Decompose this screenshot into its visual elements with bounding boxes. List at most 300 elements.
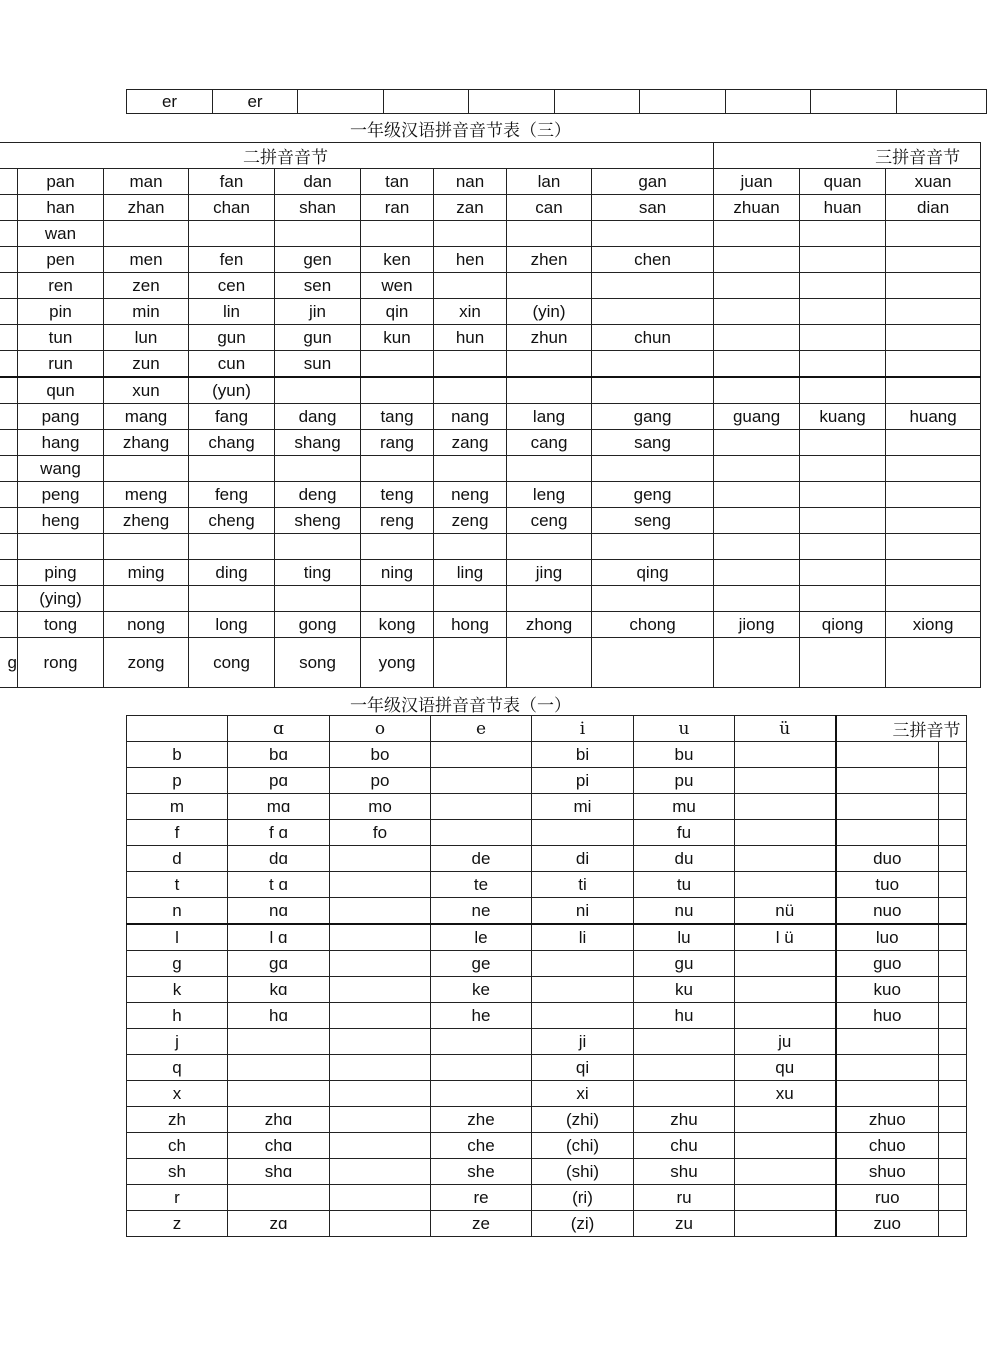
syllable-cell (330, 846, 431, 872)
syllable-cell: jiong (714, 612, 800, 638)
table-row (127, 1029, 967, 1055)
table-row (127, 742, 967, 768)
column-header (127, 716, 228, 742)
syllable-cell: lun (104, 325, 189, 351)
row-label-cell (0, 247, 18, 273)
syllable-cell (431, 1029, 532, 1055)
syllable-cell: can (507, 195, 592, 221)
syllable-cell: pen (18, 247, 104, 273)
syllable-cell (714, 247, 800, 273)
table-row (0, 377, 981, 404)
syllable-table-1 (126, 715, 967, 1237)
syllable-cell: ji (532, 1029, 634, 1055)
syllable-cell: zhang (104, 430, 189, 456)
table-row (127, 1185, 967, 1211)
syllable-cell (592, 299, 714, 325)
table-row (127, 1081, 967, 1107)
syllable-cell: hong (434, 612, 507, 638)
syllable-cell: cun (189, 351, 275, 378)
syllable-cell (431, 742, 532, 768)
syllable-cell: (zhi) (532, 1107, 634, 1133)
syllable-cell (555, 90, 640, 114)
table-row (127, 794, 967, 820)
syllable-cell: ming (104, 560, 189, 586)
syllable-cell (939, 1185, 967, 1211)
initial-cell: l (127, 924, 228, 951)
syllable-cell (434, 586, 507, 612)
syllable-cell (275, 534, 361, 560)
syllable-cell: seng (592, 508, 714, 534)
syllable-cell: peng (18, 482, 104, 508)
syllable-cell (714, 456, 800, 482)
initial-cell: q (127, 1055, 228, 1081)
table-row (127, 1107, 967, 1133)
syllable-cell (434, 377, 507, 404)
syllable-cell: lan (507, 169, 592, 195)
syllable-cell (836, 1055, 939, 1081)
syllable-cell: ge (431, 951, 532, 977)
syllable-cell: man (104, 169, 189, 195)
syllable-cell: hu (634, 1003, 735, 1029)
syllable-cell (735, 768, 836, 794)
syllable-cell: bi (532, 742, 634, 768)
syllable-cell: xun (104, 377, 189, 404)
syllable-cell (800, 534, 886, 560)
syllable-cell (714, 508, 800, 534)
syllable-cell: ran (361, 195, 434, 221)
syllable-cell: kuang (800, 404, 886, 430)
row-label-cell (0, 508, 18, 534)
syllable-cell: er (127, 90, 213, 114)
syllable-cell (897, 90, 987, 114)
row-label-cell (0, 534, 18, 560)
syllable-cell (434, 221, 507, 247)
syllable-cell (800, 247, 886, 273)
syllable-cell (431, 1081, 532, 1107)
syllable-cell: ning (361, 560, 434, 586)
syllable-cell (330, 977, 431, 1003)
syllable-cell (361, 456, 434, 482)
syllable-cell: she (431, 1159, 532, 1185)
syllable-cell: sheng (275, 508, 361, 534)
syllable-cell: (zi) (532, 1211, 634, 1237)
syllable-cell: (chi) (532, 1133, 634, 1159)
column-header: ü (735, 716, 836, 742)
row-label-cell (0, 560, 18, 586)
table-row (0, 247, 981, 273)
syllable-cell: gen (275, 247, 361, 273)
syllable-cell (939, 820, 967, 846)
syllable-cell (939, 742, 967, 768)
syllable-cell (939, 872, 967, 898)
syllable-cell: ling (434, 560, 507, 586)
table-row (127, 1133, 967, 1159)
syllable-cell: geng (592, 482, 714, 508)
syllable-cell (714, 534, 800, 560)
syllable-cell (507, 456, 592, 482)
syllable-cell (298, 90, 384, 114)
row-label-cell (0, 299, 18, 325)
syllable-cell: dan (275, 169, 361, 195)
syllable-cell: sen (275, 273, 361, 299)
syllable-cell (886, 508, 981, 534)
syllable-cell: (shi) (532, 1159, 634, 1185)
syllable-cell: tun (18, 325, 104, 351)
syllable-cell (361, 534, 434, 560)
syllable-cell: hen (434, 247, 507, 273)
syllable-cell: neng (434, 482, 507, 508)
top-strip-table (126, 89, 987, 114)
syllable-cell (434, 273, 507, 299)
table-row (0, 299, 981, 325)
syllable-cell (886, 377, 981, 404)
initial-cell: d (127, 846, 228, 872)
syllable-cell (735, 1133, 836, 1159)
syllable-cell (714, 482, 800, 508)
row-label-cell (0, 482, 18, 508)
row-label-cell (0, 377, 18, 404)
syllable-cell: sun (275, 351, 361, 378)
syllable-cell (275, 586, 361, 612)
syllable-cell: cang (507, 430, 592, 456)
syllable-cell: zhong (507, 612, 592, 638)
syllable-cell: ren (18, 273, 104, 299)
syllable-cell (275, 221, 361, 247)
syllable-cell (836, 794, 939, 820)
syllable-cell (275, 377, 361, 404)
syllable-cell: l ü (735, 924, 836, 951)
syllable-cell (800, 351, 886, 378)
table-row (0, 169, 981, 195)
syllable-cell (434, 456, 507, 482)
table-row (0, 508, 981, 534)
syllable-cell (800, 638, 886, 688)
row-label-cell (0, 273, 18, 299)
syllable-cell: tang (361, 404, 434, 430)
syllable-cell (507, 221, 592, 247)
syllable-cell: kɑ (228, 977, 330, 1003)
syllable-cell: duo (836, 846, 939, 872)
syllable-cell: fo (330, 820, 431, 846)
syllable-cell: luo (836, 924, 939, 951)
syllable-cell: mi (532, 794, 634, 820)
syllable-cell: zɑ (228, 1211, 330, 1237)
syllable-cell: nong (104, 612, 189, 638)
syllable-cell (330, 1029, 431, 1055)
syllable-cell: te (431, 872, 532, 898)
syllable-cell: guang (714, 404, 800, 430)
syllable-cell (939, 1081, 967, 1107)
syllable-cell (836, 1029, 939, 1055)
syllable-cell (330, 1159, 431, 1185)
syllable-cell (634, 1081, 735, 1107)
syllable-cell: fu (634, 820, 735, 846)
syllable-cell: zhuo (836, 1107, 939, 1133)
syllable-cell (714, 377, 800, 404)
syllable-cell: chun (592, 325, 714, 351)
initial-cell: ch (127, 1133, 228, 1159)
syllable-cell: qiong (800, 612, 886, 638)
syllable-cell: (ri) (532, 1185, 634, 1211)
syllable-cell: li (532, 924, 634, 951)
syllable-cell (735, 1107, 836, 1133)
syllable-cell: min (104, 299, 189, 325)
syllable-cell (104, 221, 189, 247)
syllable-cell (836, 768, 939, 794)
syllable-cell: jing (507, 560, 592, 586)
syllable-cell: mo (330, 794, 431, 820)
syllable-cell: kuo (836, 977, 939, 1003)
syllable-cell (714, 299, 800, 325)
syllable-cell (330, 1211, 431, 1237)
table-row (127, 846, 967, 872)
syllable-cell (469, 90, 555, 114)
row-label-cell (0, 195, 18, 221)
syllable-cell (507, 273, 592, 299)
syllable-cell: zang (434, 430, 507, 456)
syllable-cell (939, 977, 967, 1003)
row-label-cell (0, 351, 18, 378)
table-row (0, 221, 981, 247)
syllable-cell (886, 586, 981, 612)
syllable-cell (189, 586, 275, 612)
syllable-cell (735, 1211, 836, 1237)
syllable-cell: xiong (886, 612, 981, 638)
syllable-cell: chuo (836, 1133, 939, 1159)
table-row (127, 951, 967, 977)
table1-title: 一年级汉语拼音音节表（一） (350, 696, 571, 716)
syllable-cell (592, 273, 714, 299)
table-row (127, 768, 967, 794)
syllable-cell (431, 794, 532, 820)
syllable-cell: tuo (836, 872, 939, 898)
syllable-cell (886, 299, 981, 325)
syllable-cell (735, 1003, 836, 1029)
syllable-cell (18, 534, 104, 560)
syllable-cell (800, 430, 886, 456)
syllable-cell: wen (361, 273, 434, 299)
column-header: u (634, 716, 735, 742)
syllable-cell (228, 1081, 330, 1107)
syllable-cell (939, 846, 967, 872)
syllable-cell: chong (592, 612, 714, 638)
syllable-cell: gɑ (228, 951, 330, 977)
syllable-cell (800, 586, 886, 612)
syllable-cell (189, 221, 275, 247)
syllable-cell (800, 560, 886, 586)
syllable-cell: bɑ (228, 742, 330, 768)
syllable-cell (886, 482, 981, 508)
syllable-cell (104, 456, 189, 482)
syllable-cell: er (213, 90, 298, 114)
syllable-cell: qi (532, 1055, 634, 1081)
syllable-cell: lin (189, 299, 275, 325)
row-label-cell (0, 325, 18, 351)
syllable-cell: zeng (434, 508, 507, 534)
syllable-cell: mang (104, 404, 189, 430)
syllable-cell: qu (735, 1055, 836, 1081)
syllable-cell: po (330, 768, 431, 794)
syllable-cell: ti (532, 872, 634, 898)
syllable-cell (330, 924, 431, 951)
table-row (0, 482, 981, 508)
table-row (127, 1003, 967, 1029)
table-row (127, 1055, 967, 1081)
syllable-cell: zan (434, 195, 507, 221)
syllable-cell: qin (361, 299, 434, 325)
syllable-cell (434, 638, 507, 688)
syllable-cell: gan (592, 169, 714, 195)
syllable-cell: guo (836, 951, 939, 977)
syllable-cell (714, 638, 800, 688)
row-label-cell (0, 586, 18, 612)
syllable-cell: pi (532, 768, 634, 794)
syllable-cell: chang (189, 430, 275, 456)
syllable-cell (532, 820, 634, 846)
syllable-cell (836, 820, 939, 846)
syllable-cell: zhuan (714, 195, 800, 221)
syllable-cell: tong (18, 612, 104, 638)
syllable-cell (634, 1055, 735, 1081)
syllable-cell: han (18, 195, 104, 221)
syllable-cell (330, 872, 431, 898)
syllable-cell: zun (104, 351, 189, 378)
table-row (127, 872, 967, 898)
syllable-cell (886, 247, 981, 273)
syllable-cell (939, 1055, 967, 1081)
syllable-cell (939, 1029, 967, 1055)
syllable-cell (939, 898, 967, 925)
initial-cell: k (127, 977, 228, 1003)
syllable-cell (330, 951, 431, 977)
syllable-cell: yong (361, 638, 434, 688)
syllable-cell (735, 1185, 836, 1211)
syllable-cell: heng (18, 508, 104, 534)
syllable-cell (330, 1055, 431, 1081)
syllable-cell (886, 534, 981, 560)
syllable-cell (532, 977, 634, 1003)
header-three-spell-syllables: 三拼音音节 (714, 143, 981, 169)
syllable-cell: huang (886, 404, 981, 430)
syllable-cell: shuo (836, 1159, 939, 1185)
syllable-cell: t ɑ (228, 872, 330, 898)
row-label-cell: g (0, 638, 18, 688)
syllable-cell: hɑ (228, 1003, 330, 1029)
syllable-cell: ke (431, 977, 532, 1003)
syllable-cell: ni (532, 898, 634, 925)
syllable-cell: dian (886, 195, 981, 221)
syllable-table-3 (0, 142, 981, 688)
syllable-cell: chu (634, 1133, 735, 1159)
syllable-cell: qing (592, 560, 714, 586)
syllable-cell: shang (275, 430, 361, 456)
syllable-cell: bu (634, 742, 735, 768)
syllable-cell: zhu (634, 1107, 735, 1133)
column-header: ɑ (228, 716, 330, 742)
syllable-cell: ne (431, 898, 532, 925)
syllable-cell (939, 794, 967, 820)
table-row (0, 612, 981, 638)
row-label-cell (0, 456, 18, 482)
syllable-cell: ken (361, 247, 434, 273)
syllable-cell: long (189, 612, 275, 638)
syllable-cell (592, 586, 714, 612)
row-label-cell (0, 221, 18, 247)
syllable-cell (886, 325, 981, 351)
initial-cell: p (127, 768, 228, 794)
syllable-cell: ceng (507, 508, 592, 534)
syllable-cell (507, 534, 592, 560)
syllable-cell: deng (275, 482, 361, 508)
syllable-cell (800, 221, 886, 247)
syllable-cell: xu (735, 1081, 836, 1107)
row-label-cell (0, 169, 18, 195)
syllable-cell: he (431, 1003, 532, 1029)
syllable-cell (384, 90, 469, 114)
syllable-cell: ru (634, 1185, 735, 1211)
syllable-cell (886, 560, 981, 586)
syllable-cell (104, 534, 189, 560)
syllable-cell: kong (361, 612, 434, 638)
syllable-cell (431, 768, 532, 794)
syllable-cell: pin (18, 299, 104, 325)
syllable-cell (228, 1029, 330, 1055)
syllable-cell: pu (634, 768, 735, 794)
syllable-cell: di (532, 846, 634, 872)
syllable-cell (939, 1107, 967, 1133)
syllable-cell (361, 377, 434, 404)
syllable-cell (939, 1211, 967, 1237)
syllable-cell: fen (189, 247, 275, 273)
syllable-cell: qun (18, 377, 104, 404)
syllable-cell (361, 586, 434, 612)
syllable-cell (592, 534, 714, 560)
syllable-cell: gun (275, 325, 361, 351)
syllable-cell (800, 299, 886, 325)
syllable-cell: f ɑ (228, 820, 330, 846)
syllable-cell (886, 638, 981, 688)
column-header: i (532, 716, 634, 742)
syllable-cell: zong (104, 638, 189, 688)
syllable-cell: ku (634, 977, 735, 1003)
table-header-row (127, 716, 967, 742)
syllable-cell (836, 1081, 939, 1107)
syllable-cell: shan (275, 195, 361, 221)
syllable-cell: run (18, 351, 104, 378)
table-row (0, 351, 981, 378)
syllable-cell: hun (434, 325, 507, 351)
syllable-cell (800, 377, 886, 404)
syllable-cell: l ɑ (228, 924, 330, 951)
syllable-cell: gu (634, 951, 735, 977)
syllable-cell (939, 1133, 967, 1159)
table-row (127, 1211, 967, 1237)
table-row (127, 90, 987, 114)
syllable-cell (434, 534, 507, 560)
syllable-cell: zheng (104, 508, 189, 534)
syllable-cell: dɑ (228, 846, 330, 872)
syllable-cell (714, 221, 800, 247)
syllable-cell: zen (104, 273, 189, 299)
syllable-cell (735, 872, 836, 898)
column-header: e (431, 716, 532, 742)
initial-cell: t (127, 872, 228, 898)
syllable-cell (800, 325, 886, 351)
syllable-cell (811, 90, 897, 114)
syllable-cell (726, 90, 811, 114)
syllable-cell: zhe (431, 1107, 532, 1133)
table-row (127, 820, 967, 846)
